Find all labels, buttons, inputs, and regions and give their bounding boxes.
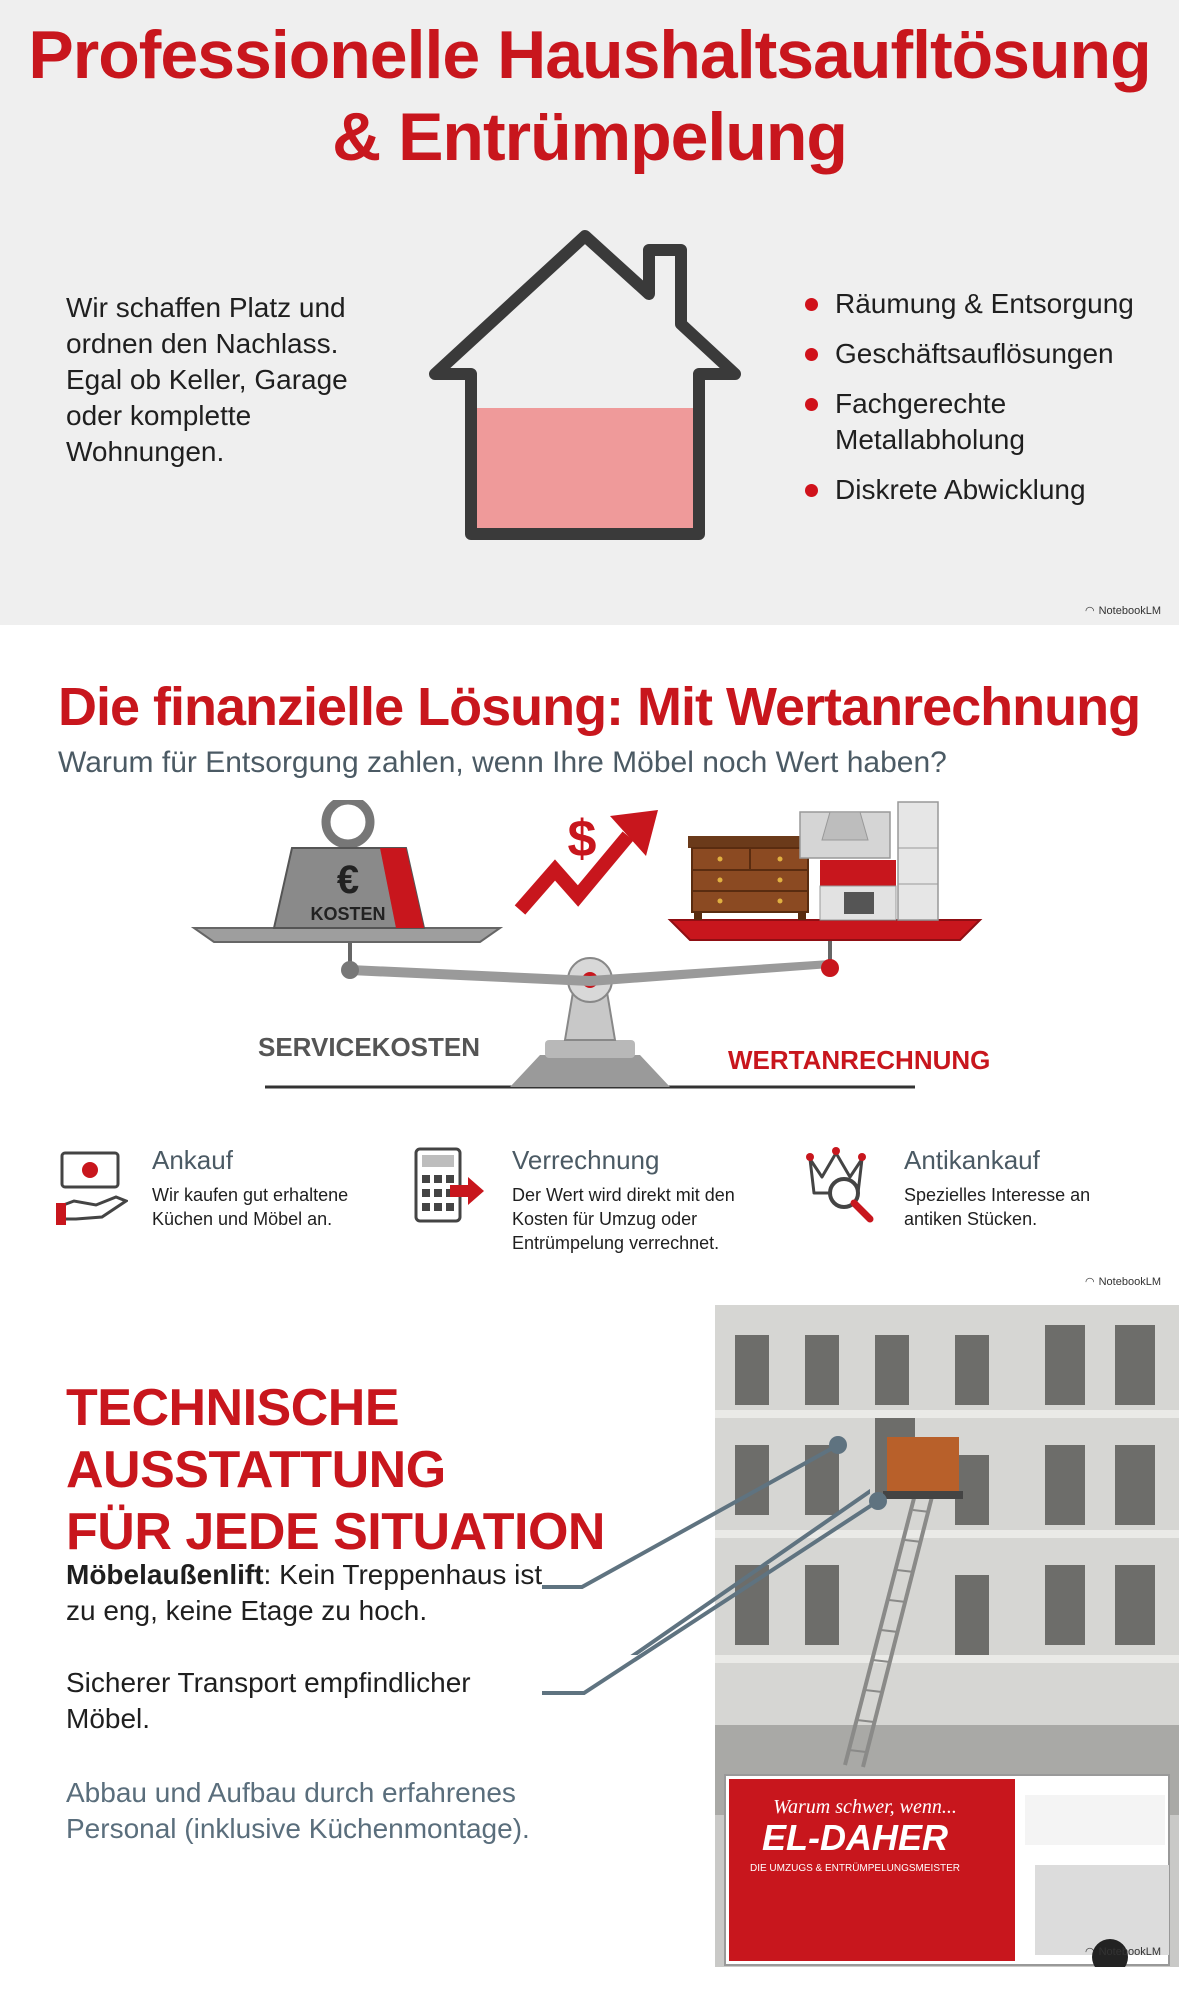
- finance-subtitle: Warum für Entsorgung zahlen, wenn Ihre Möbel noch Wert haben?: [58, 746, 947, 779]
- hero-title-line1: Professionelle Haushaltsaufltösung: [28, 17, 1151, 93]
- hero-title-line2: & Entrümpelung: [332, 99, 847, 175]
- service-list: [805, 286, 1165, 522]
- feature-title: Verrechnung: [512, 1145, 660, 1175]
- house-icon: [425, 228, 745, 548]
- house-fill: [471, 408, 699, 534]
- equipment-section: [0, 1305, 1179, 1989]
- notebooklm-icon: ◠: [1085, 605, 1095, 617]
- callout-line-2: [540, 1425, 900, 1725]
- servicekosten-label: SERVICEKOSTEN: [258, 1032, 481, 1062]
- euro-symbol: €: [336, 858, 360, 902]
- bullet-dot-icon: [805, 348, 818, 361]
- feature-title: Antikankauf: [904, 1145, 1040, 1175]
- notebooklm-icon: ◠: [1085, 1946, 1095, 1958]
- rising-arrow-icon: [520, 810, 658, 910]
- equipment-title-line1: TECHNISCHE AUSSTATTUNG: [66, 1379, 446, 1499]
- truck-brand: EL-DAHER: [762, 1817, 948, 1858]
- equipment-item-bold: Möbelaußenlift: [66, 1559, 264, 1590]
- bullet-dot-icon: [805, 298, 818, 311]
- hero-section: [0, 0, 1179, 625]
- weight-icon: [274, 800, 424, 928]
- truck-slogan: Warum schwer, wenn...: [773, 1796, 957, 1818]
- service-item: Geschäftsauflösungen: [805, 336, 1165, 372]
- notebooklm-icon: ◠: [1085, 1276, 1095, 1288]
- truck-tagline: DIE UMZUGS & ENTRÜMPELUNGSMEISTER: [749, 1863, 961, 1874]
- dollar-symbol: $: [567, 810, 597, 868]
- finance-title: Die finanzielle Lösung: Mit Wertanrechnung: [58, 677, 1141, 737]
- notebooklm-watermark: ◠ NotebookLM: [1085, 1945, 1161, 1958]
- cash-hand-icon: [56, 1145, 128, 1235]
- bullet-dot-icon: [805, 398, 818, 411]
- notebooklm-watermark: ◠ NotebookLM: [1085, 1275, 1161, 1288]
- finance-section: [0, 625, 1179, 1305]
- antique-dresser-icon: [688, 836, 812, 920]
- crown-magnifier-icon: [804, 1145, 876, 1235]
- calculator-arrow-icon: [412, 1145, 484, 1235]
- hero-title: [0, 14, 1179, 178]
- equipment-title-line2: FÜR JEDE SITUATION: [66, 1503, 605, 1561]
- bullet-dot-icon: [805, 484, 818, 497]
- wertanrechnung-label: WERTANRECHNUNG: [728, 1045, 991, 1075]
- equipment-item-lift: Möbelaußenlift: Kein Treppenhaus ist zu eng, keine Etage zu hoch.: [66, 1559, 543, 1626]
- service-item: Diskrete Abwicklung: [805, 472, 1165, 508]
- weight-label: KOSTEN: [310, 904, 386, 924]
- feature-text: Wir kaufen gut erhaltene Küchen und Möbel an.: [152, 1185, 349, 1229]
- feature-text: Der Wert wird direkt mit den Kosten für Umzug oder Entrümpelung verrechnet.: [512, 1185, 735, 1253]
- kitchen-icon: [800, 802, 938, 920]
- feature-title: Ankauf: [152, 1145, 233, 1175]
- notebooklm-watermark: ◠ NotebookLM: [1085, 604, 1161, 617]
- service-item: Räumung & Entsorgung: [805, 286, 1165, 322]
- equipment-item-transport: Sicherer Transport empfindlicher Möbel.: [66, 1667, 471, 1734]
- service-item: Fachgerechte Metallabholung: [805, 386, 1055, 458]
- equipment-item-assembly: Abbau und Aufbau durch erfahrenes Personal (inklusive Küchenmontage).: [66, 1777, 530, 1844]
- hero-intro: Wir schaffen Platz und ordnen den Nachlass. Egal ob Keller, Garage oder komplette Wohnungen.: [66, 292, 348, 467]
- feature-text: Spezielles Interesse an antiken Stücken.: [904, 1185, 1091, 1229]
